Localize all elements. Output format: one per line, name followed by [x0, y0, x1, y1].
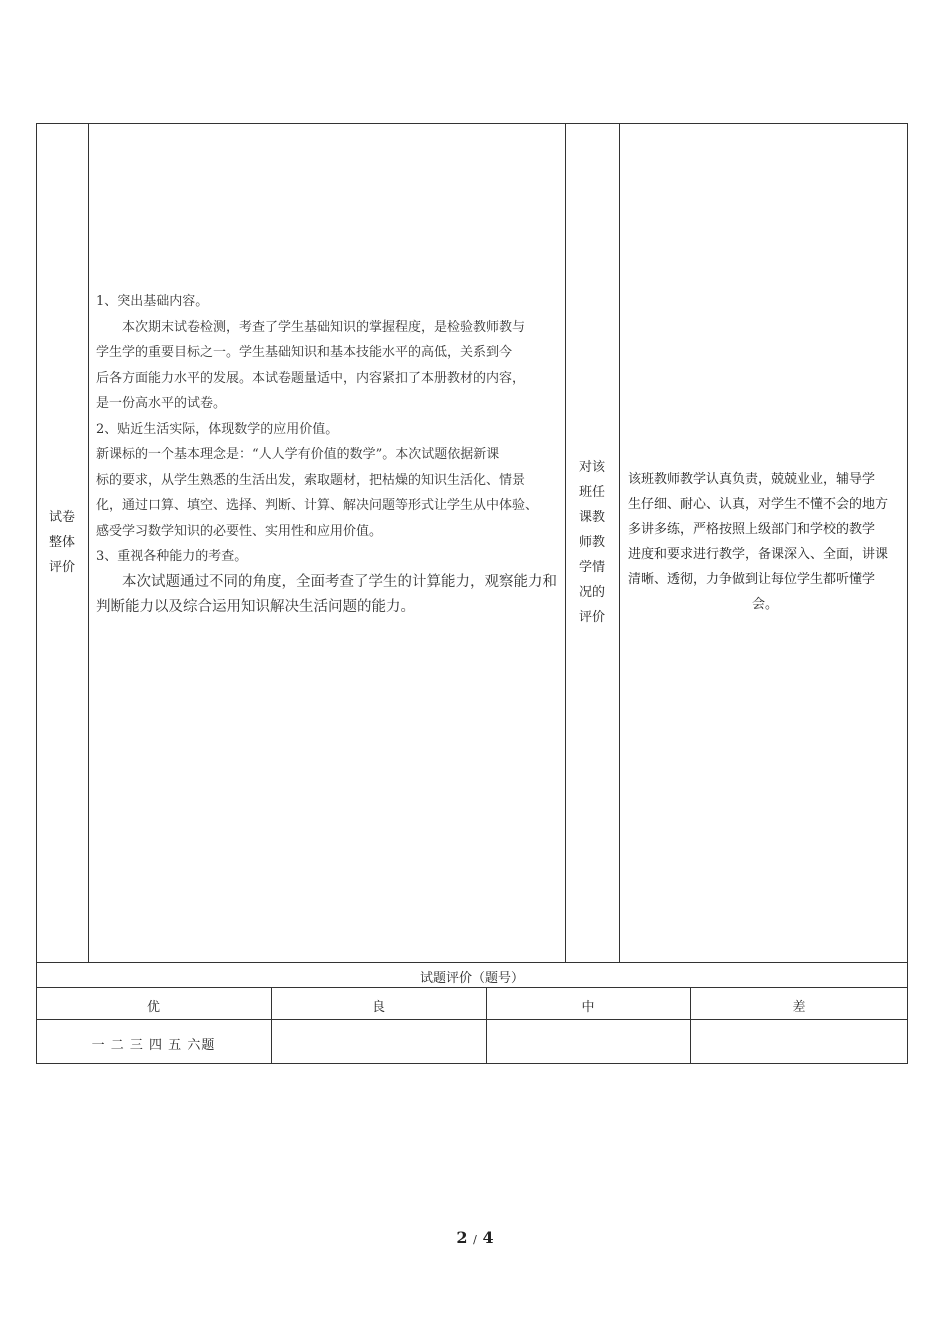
paragraph-line: 本次试题通过不同的角度，全面考查了学生的计算能力，观察能力和: [122, 573, 557, 590]
label-line: 试卷: [48, 510, 75, 525]
teacher-evaluation-label: [565, 455, 619, 630]
paragraph-line: 判断能力以及综合运用知识解决生活问题的能力。: [96, 599, 415, 615]
rating-header-excellent: 优: [146, 1000, 160, 1015]
paragraph-line: 标的要求，从学生熟悉的生活出发，索取题材，把枯燥的知识生活化、情景: [96, 472, 526, 488]
paragraph-line: 会。: [751, 597, 778, 612]
paragraph-line: 多讲多练，严格按照上级部门和学校的教学: [628, 522, 876, 537]
page-separator: /: [473, 1233, 477, 1246]
paragraph-line: 生仔细、耐心、认真，对学生不懂不会的地方: [628, 497, 889, 512]
paragraph-line: 学生学的重要目标之一。学生基础知识和基本技能水平的高低，关系到今: [96, 345, 513, 360]
overall-evaluation-text: [96, 289, 560, 621]
label-line: 班任: [578, 485, 605, 500]
page-current: 2: [456, 1228, 468, 1247]
heading-1: 1、突出基础内容。: [96, 294, 209, 309]
rating-title: 试题评价（题号）: [419, 971, 524, 986]
rating-header-average: 中: [581, 1000, 595, 1015]
label-line: 师教: [578, 535, 605, 550]
label-line: 对该: [578, 460, 605, 475]
divider: [36, 987, 908, 988]
heading-2: 2、贴近生活实际，体现数学的应用价值。: [96, 421, 339, 437]
label-line: 整体: [48, 535, 75, 550]
teacher-evaluation-text: [628, 467, 902, 617]
rating-header-poor: 差: [792, 1000, 806, 1015]
divider: [36, 1019, 908, 1020]
paragraph-line: 化，通过口算、填空、选择、判断、计算、解决问题等形式让学生从中体验、: [96, 498, 539, 513]
heading-3: 3、重视各种能力的考查。: [96, 549, 248, 564]
paragraph-line: 后各方面能力水平的发展。本试卷题量适中，内容紧扣了本册教材的内容，: [96, 370, 526, 386]
divider: [619, 123, 620, 962]
overall-evaluation-label: [36, 505, 88, 580]
label-line: 课教: [578, 510, 605, 525]
paragraph-line: 本次期末试卷检测，考查了学生基础知识的掌握程度，是检验教师教与: [122, 319, 526, 335]
paragraph-line: 新课标的一个基本理念是：“人人学有价值的数学”。本次试题依据新课: [96, 447, 500, 462]
paragraph-line: 清晰、透彻，力争做到让每位学生都听懂学: [628, 572, 876, 587]
divider: [88, 123, 89, 962]
paragraph-line: 该班教师教学认真负责，兢兢业业，辅导学: [628, 472, 876, 487]
paragraph-line: 是一份高水平的试卷。: [96, 396, 227, 411]
page-total: 4: [482, 1228, 494, 1247]
label-line: 况的: [578, 585, 605, 600]
paragraph-line: 进度和要求进行教学，备课深入、全面，讲课: [628, 547, 889, 562]
label-line: 学情: [578, 560, 605, 575]
rating-value-excellent: 一 二 三 四 五 六题: [91, 1038, 216, 1053]
page-number: [0, 1228, 950, 1247]
divider: [36, 962, 908, 963]
label-line: 评价: [48, 560, 75, 575]
rating-header-good: 良: [371, 1000, 385, 1015]
label-line: 评价: [578, 610, 605, 625]
paragraph-line: 感受学习数学知识的必要性、实用性和应用价值。: [96, 523, 383, 539]
